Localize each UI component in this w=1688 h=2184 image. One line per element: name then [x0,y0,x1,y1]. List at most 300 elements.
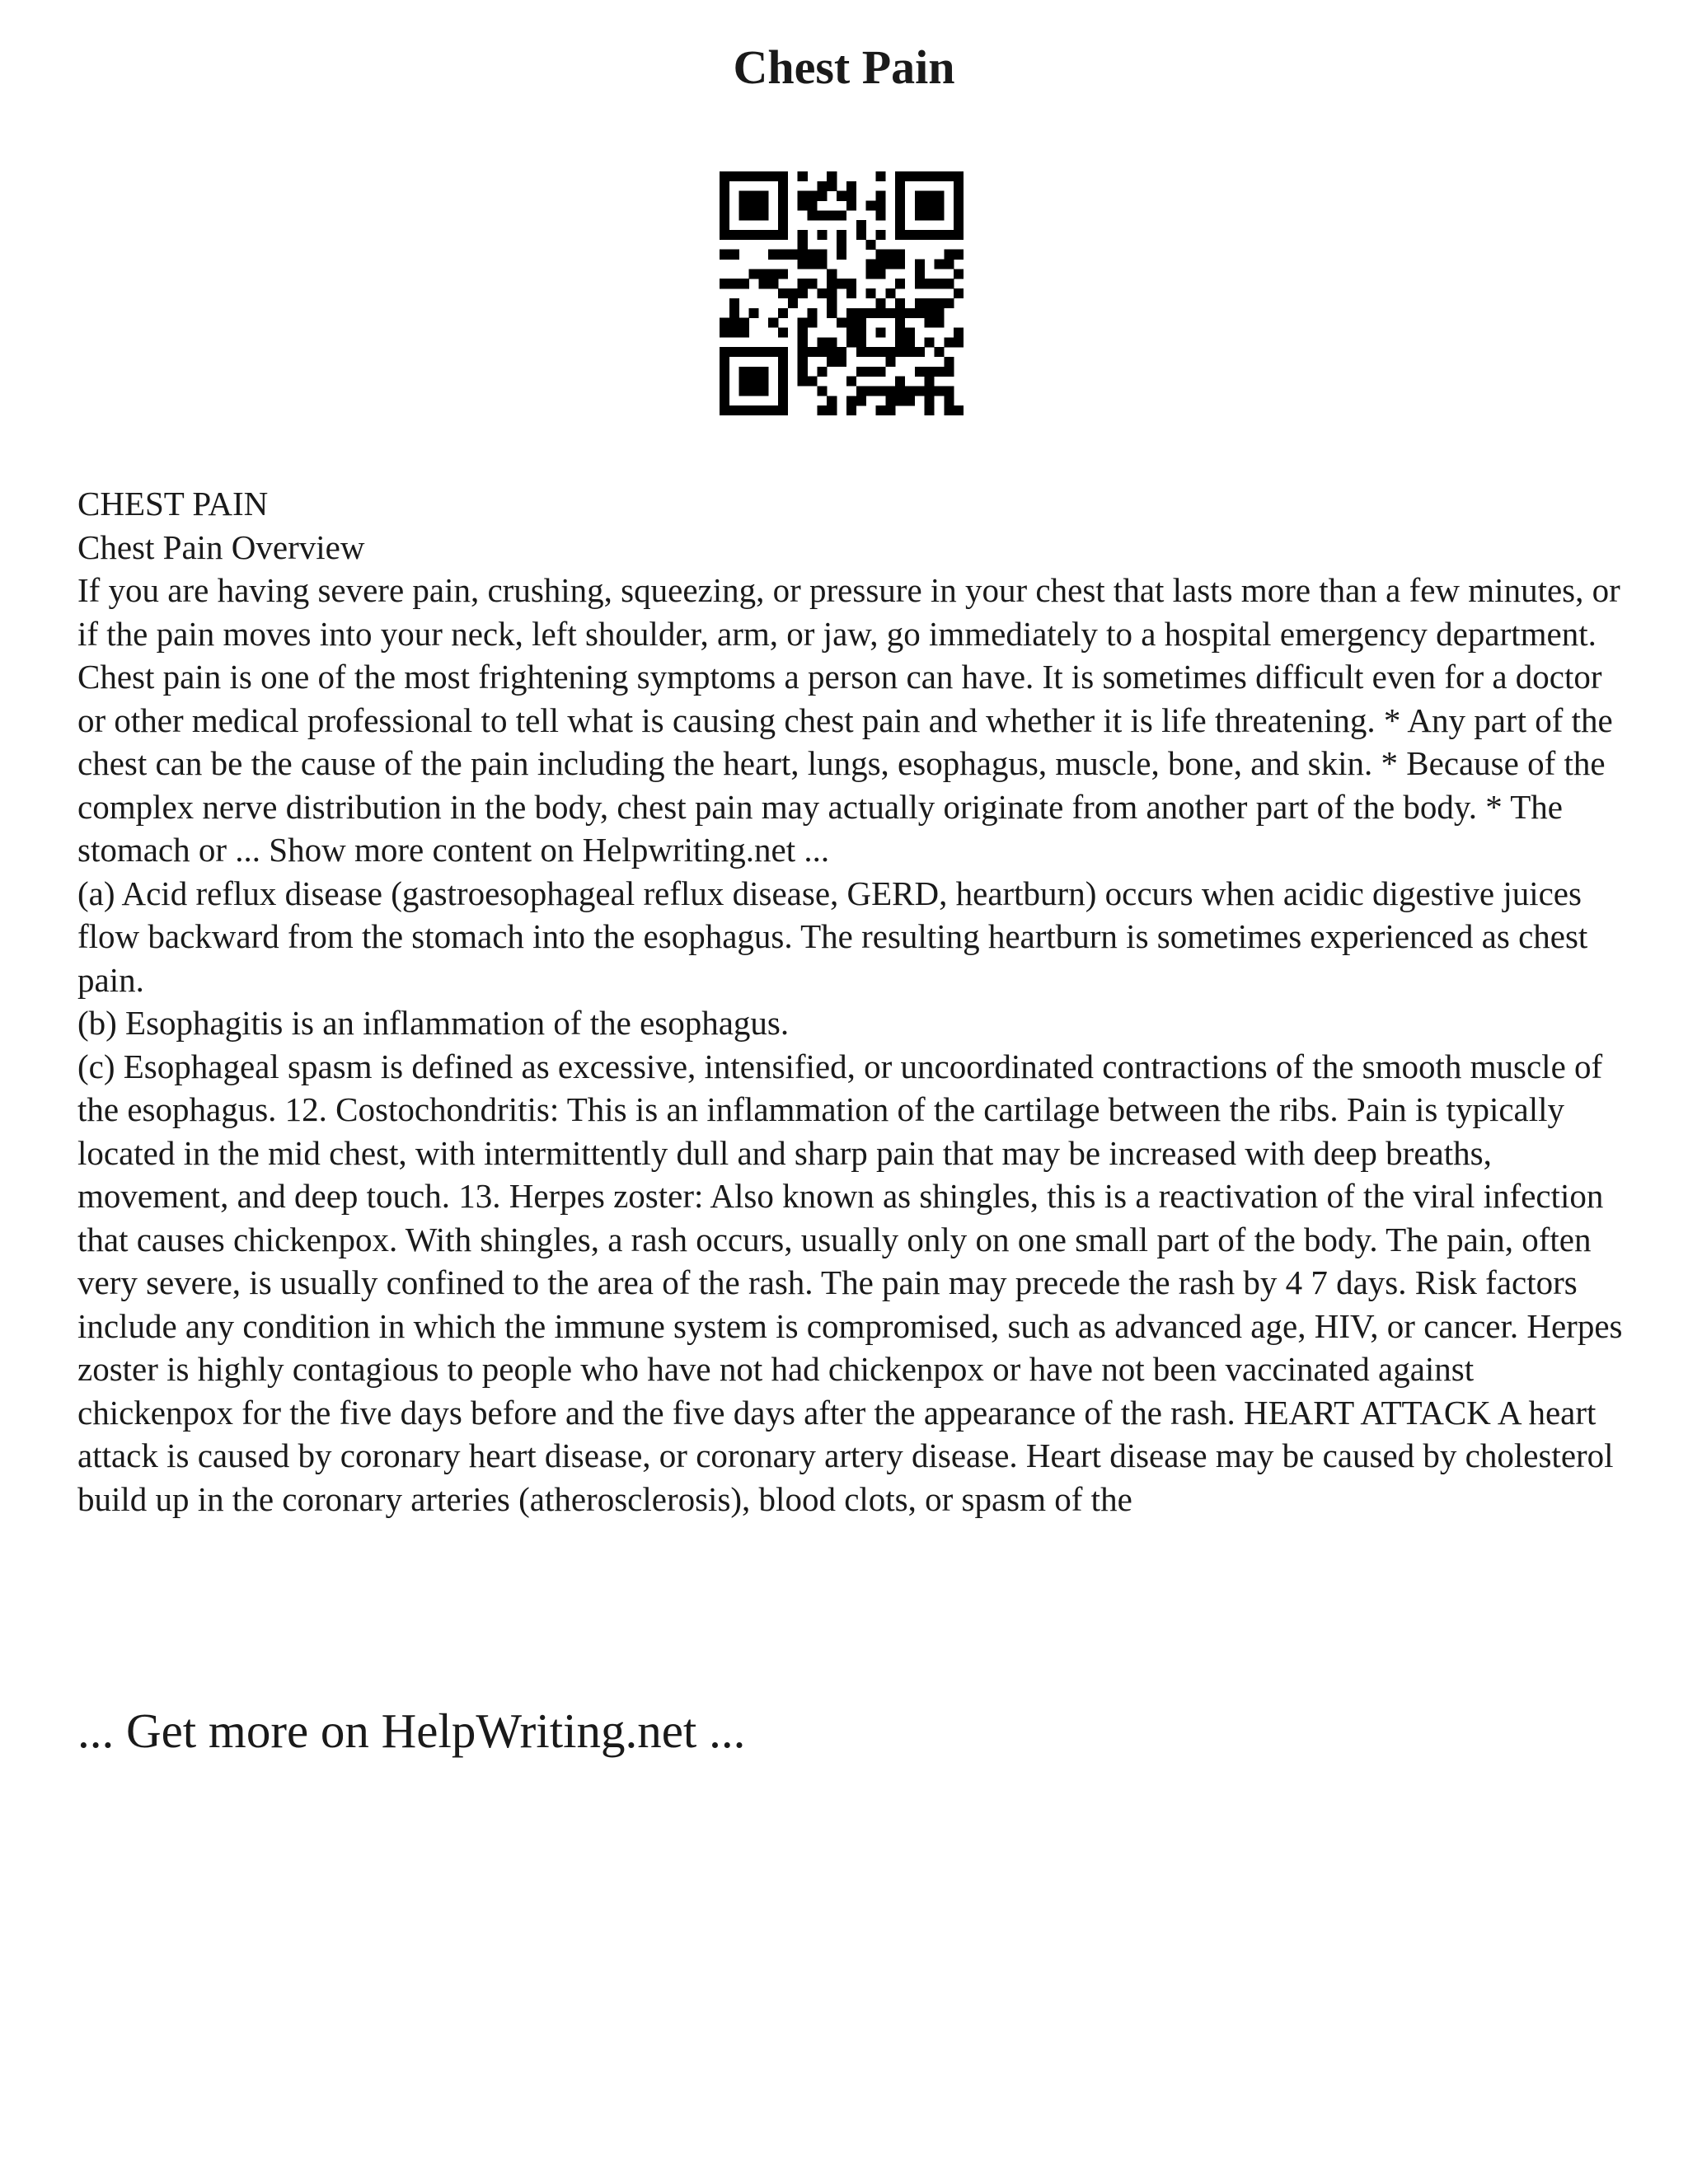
qr-module [778,386,788,396]
qr-module [729,279,739,288]
qr-module [749,347,759,357]
qr-module [895,201,905,211]
qr-module [925,210,935,220]
qr-module [808,347,818,357]
qr-module [895,220,905,230]
qr-module [875,386,885,396]
qr-module [798,337,808,347]
qr-module [778,181,788,191]
qr-module [934,210,944,220]
qr-module [749,191,759,201]
qr-module [749,405,759,415]
qr-module [720,191,729,201]
qr-module [758,230,768,240]
qr-module [915,347,925,357]
qr-module [875,405,885,415]
qr-module [817,347,827,357]
page-title: Chest Pain [733,40,955,94]
qr-module [827,298,837,308]
qr-module [954,327,964,337]
qr-module [720,386,729,396]
qr-module [934,298,944,308]
qr-module [808,377,818,387]
qr-module [905,230,915,240]
qr-module [720,220,729,230]
qr-module [905,337,915,347]
qr-module [875,230,885,240]
qr-module [944,337,954,347]
qr-module [944,367,954,377]
qr-module [925,337,935,347]
qr-module [934,386,944,396]
qr-module [954,405,964,415]
qr-module [856,327,866,337]
qr-module [778,220,788,230]
qr-module [778,327,788,337]
qr-module [758,210,768,220]
qr-module [885,308,895,318]
qr-module [915,269,925,279]
qr-module [944,298,954,308]
qr-module [925,386,935,396]
qr-module [827,210,837,220]
qr-module [905,327,915,337]
qr-module [846,405,856,415]
qr-module [798,230,808,240]
qr-module [954,269,964,279]
qr-module [895,396,905,405]
qr-module [905,308,915,318]
paragraph-esophageal-spasm: (c) Esophageal spasm is defined as excessive, intensified, or uncoordinated contractions of the smooth muscle of the esophagus. 12. Costochondritis: This is an inflammation of the cartilage between the ribs. Pain is typically located in the mid chest, with intermittently dull and sharp pain that may be increased with deep breaths, movement, and deep touch. 13. Herpes zoster: Also known as shingles, this is a reactivation of the viral infection that causes chickenpox. With shingles, a rash occurs, usually only on one small part of the body. The pain, often very severe, is usually confined to the area of the rash. The pain may precede the rash by 4 7 days. Risk factors include any condition in which the immune system is compromised, such as advanced age, HIV, or cancer. Herpes zoster is highly contagious to people who have not had chickenpox or have not been vaccinated against chickenpox for the five days before and the five days after the appearance of the rash. HEART ATTACK A heart attack is caused by coronary heart disease, or coronary artery disease. Heart disease may be caused by cholesterol build up in the coronary arteries (atherosclerosis), blood clots, or spasm of the [77,1047,1623,1518]
qr-module [856,230,866,240]
qr-module [856,396,866,405]
qr-module [866,308,876,318]
qr-module [729,171,739,181]
qr-module [739,347,749,357]
qr-module [925,377,935,387]
qr-module [954,230,964,240]
qr-module [837,347,846,357]
qr-module [817,337,827,347]
qr-module [778,250,788,260]
qr-module [720,250,729,260]
qr-module [925,171,935,181]
qr-module [925,405,935,415]
qr-module [739,386,749,396]
qr-module [837,230,846,240]
qr-module [944,396,954,405]
qr-module [798,260,808,269]
paragraph-intro: Chest pain is one of the most frightening symptoms a person can have. It is sometimes difficult even for a doctor or other medical professional to tell what is causing chest pain and whether it is life threatening. * Any part of the chest can be the cause of the pain including the heart, lungs, esophagus, muscle, bone, and skin. * Because of the complex nerve distribution in the body, chest pain may actually originate from another part of the body. * The stomach or ... Show more content on Helpwriting.net ... [77,658,1613,869]
qr-module [866,201,876,211]
qr-module [778,308,788,318]
qr-module [925,201,935,211]
qr-module [749,269,759,279]
qr-module [885,250,895,260]
qr-module [808,318,818,328]
qr-module [768,171,778,181]
qr-module [856,308,866,318]
qr-module [798,171,808,181]
qr-module [895,210,905,220]
qr-module [944,357,954,367]
qr-module [895,386,905,396]
qr-module [837,357,846,367]
qr-module [758,201,768,211]
qr-code-icon[interactable] [720,171,964,415]
qr-module [866,386,876,396]
qr-module [768,279,778,288]
qr-module [866,347,876,357]
qr-module [720,201,729,211]
qr-module [915,298,925,308]
qr-module [720,327,729,337]
qr-module [944,260,954,269]
qr-module [856,367,866,377]
qr-module [846,327,856,337]
qr-module [739,327,749,337]
qr-module [827,288,837,298]
qr-module [798,250,808,260]
qr-module [837,210,846,220]
qr-module [827,396,837,405]
qr-module [905,347,915,357]
qr-module [895,308,905,318]
qr-module [925,308,935,318]
qr-module [954,288,964,298]
qr-module [944,171,954,181]
qr-module [846,377,856,387]
qr-module [720,396,729,405]
qr-module [808,279,818,288]
qr-module [817,367,827,377]
qr-module [856,220,866,230]
qr-module [739,377,749,387]
qr-module [798,357,808,367]
qr-module [758,171,768,181]
qr-module [739,230,749,240]
qr-module [856,318,866,328]
qr-module [837,250,846,260]
qr-module [778,171,788,181]
qr-module [934,230,944,240]
qr-module [817,288,827,298]
qr-module [925,230,935,240]
qr-module [915,386,925,396]
qr-module [798,327,808,337]
qr-module [915,230,925,240]
qr-module [866,367,876,377]
qr-module [778,347,788,357]
qr-module [720,279,729,288]
qr-module [934,171,944,181]
qr-module [778,405,788,415]
qr-module [817,191,827,201]
qr-module [758,386,768,396]
qr-module [729,308,739,318]
qr-module [885,405,895,415]
qr-module [827,308,837,318]
qr-module [875,347,885,357]
qr-module [827,337,837,347]
qr-module [729,327,739,337]
qr-module [729,347,739,357]
qr-module [827,405,837,415]
qr-module [846,181,856,191]
qr-module [739,210,749,220]
qr-module [739,367,749,377]
qr-module [720,318,729,328]
qr-module [720,357,729,367]
qr-module [817,386,827,396]
qr-module [954,210,964,220]
qr-module [758,405,768,415]
qr-module [885,357,895,367]
qr-module [925,279,935,288]
qr-module [808,210,818,220]
qr-module [856,337,866,347]
qr-module [934,201,944,211]
qr-module [739,318,749,328]
qr-module [808,191,818,201]
qr-module [954,171,964,181]
qr-module [788,250,798,260]
qr-module [817,210,827,220]
qr-module [788,288,798,298]
qr-module [895,171,905,181]
qr-module [729,298,739,308]
qr-module [866,260,876,269]
qr-module [798,377,808,387]
qr-module [739,171,749,181]
qr-module [905,386,915,396]
qr-module [934,279,944,288]
qr-module [905,171,915,181]
qr-module [749,377,759,387]
qr-module [885,396,895,405]
qr-module [875,210,885,220]
qr-module [885,347,895,357]
qr-module [817,181,827,191]
qr-module [758,191,768,201]
qr-module [798,279,808,288]
qr-module [749,386,759,396]
qr-module [895,230,905,240]
qr-module [895,279,905,288]
qr-module [885,386,895,396]
qr-module [720,230,729,240]
qr-module [778,377,788,387]
qr-module [895,377,905,387]
qr-module [846,396,856,405]
qr-module [749,171,759,181]
qr-module [798,347,808,357]
qr-module [895,260,905,269]
qr-module [934,318,944,328]
qr-module [827,279,837,288]
qr-module [720,347,729,357]
qr-module [944,405,954,415]
paragraph-warning: If you are having severe pain, crushing, squeezing, or pressure in your chest that lasts more than a few minutes, or if the pain moves into your neck, left shoulder, arm, or jaw, go immediately to a hospital emergency department. [77,571,1620,653]
qr-module [934,260,944,269]
qr-module [768,269,778,279]
qr-module [846,279,856,288]
qr-module [846,308,856,318]
qr-module [827,181,837,191]
qr-module [954,191,964,201]
qr-module [846,191,856,201]
qr-module [895,191,905,201]
qr-module [915,279,925,288]
qr-module [808,260,818,269]
qr-module [720,181,729,191]
qr-module [944,279,954,288]
qr-module [925,367,935,377]
qr-module [758,377,768,387]
qr-module [875,260,885,269]
qr-module [875,171,885,181]
qr-module [856,347,866,357]
qr-module [915,171,925,181]
qr-module [720,367,729,377]
qr-module [758,269,768,279]
qr-module [846,318,856,328]
qr-module [720,171,729,181]
qr-module [895,327,905,337]
qr-module [925,396,935,405]
qr-module [778,288,788,298]
qr-module [720,405,729,415]
qr-module [875,201,885,211]
qr-module [934,347,944,357]
qr-module [778,367,788,377]
qr-module [895,318,905,328]
qr-module [915,308,925,318]
qr-module [954,181,964,191]
qr-module [749,308,759,318]
paragraph-acid-reflux: (a) Acid reflux disease (gastroesophageal reflux disease, GERD, heartburn) occurs when acidic digestive juices flow backward from the stomach into the esophagus. The resulting heartburn is sometimes experienced as chest pain. [77,874,1588,999]
qr-module [895,337,905,347]
qr-module [837,279,846,288]
qr-module [925,191,935,201]
qr-module [915,260,925,269]
qr-module [739,279,749,288]
qr-module [866,269,876,279]
qr-module [817,405,827,415]
qr-module [758,367,768,377]
qr-module [768,250,778,260]
qr-module [885,260,895,269]
qr-module [768,318,778,328]
qr-module [749,367,759,377]
qr-module [875,191,885,201]
qr-module [768,347,778,357]
qr-module [875,327,885,337]
qr-module [895,250,905,260]
qr-module [866,240,876,250]
qr-module [925,318,935,328]
section-subheading: Chest Pain Overview [77,527,365,566]
qr-module [778,357,788,367]
qr-module [808,308,818,318]
qr-module [749,201,759,211]
qr-module [729,250,739,260]
qr-module [778,230,788,240]
qr-module [817,230,827,240]
qr-code-graphic [720,171,964,415]
qr-module [875,298,885,308]
qr-module [758,347,768,357]
qr-module [827,269,837,279]
qr-module [915,367,925,377]
qr-module [934,308,944,318]
qr-module [925,298,935,308]
qr-module [768,405,778,415]
qr-module [915,191,925,201]
qr-module [915,201,925,211]
qr-module [778,269,788,279]
qr-module [798,288,808,298]
qr-module [768,230,778,240]
qr-module [739,191,749,201]
qr-module [885,288,895,298]
qr-module [798,240,808,250]
qr-module [954,220,964,230]
qr-module [808,250,818,260]
qr-module [798,191,808,201]
qr-module [954,337,964,347]
qr-module [827,347,837,357]
qr-module [758,279,768,288]
qr-module [944,250,954,260]
qr-module [778,396,788,405]
qr-module [827,357,837,367]
qr-module [905,396,915,405]
qr-module [720,210,729,220]
qr-module [866,288,876,298]
qr-module [846,288,856,298]
qr-module [954,201,964,211]
qr-module [934,191,944,201]
qr-module [817,250,827,260]
qr-module [846,337,856,347]
get-more-link[interactable]: ... Get more on HelpWriting.net ... [77,1704,746,1758]
qr-module [798,318,808,328]
qr-module [798,367,808,377]
qr-module [895,298,905,308]
qr-module [895,347,905,357]
qr-module [837,191,846,201]
qr-module [954,250,964,260]
article-body [77,482,1627,1521]
qr-module [875,250,885,260]
qr-module [944,386,954,396]
qr-module [846,201,856,211]
paragraph-esophagitis: (b) Esophagitis is an inflammation of the esophagus. [77,1004,790,1042]
qr-module [895,181,905,191]
qr-module [837,318,846,328]
qr-module [875,308,885,318]
qr-module [739,201,749,211]
section-heading: CHEST PAIN [77,485,269,523]
qr-module [944,230,954,240]
qr-module [856,386,866,396]
qr-module [808,201,818,211]
qr-module [729,405,739,415]
qr-module [915,210,925,220]
qr-module [934,367,944,377]
qr-module [778,191,788,201]
